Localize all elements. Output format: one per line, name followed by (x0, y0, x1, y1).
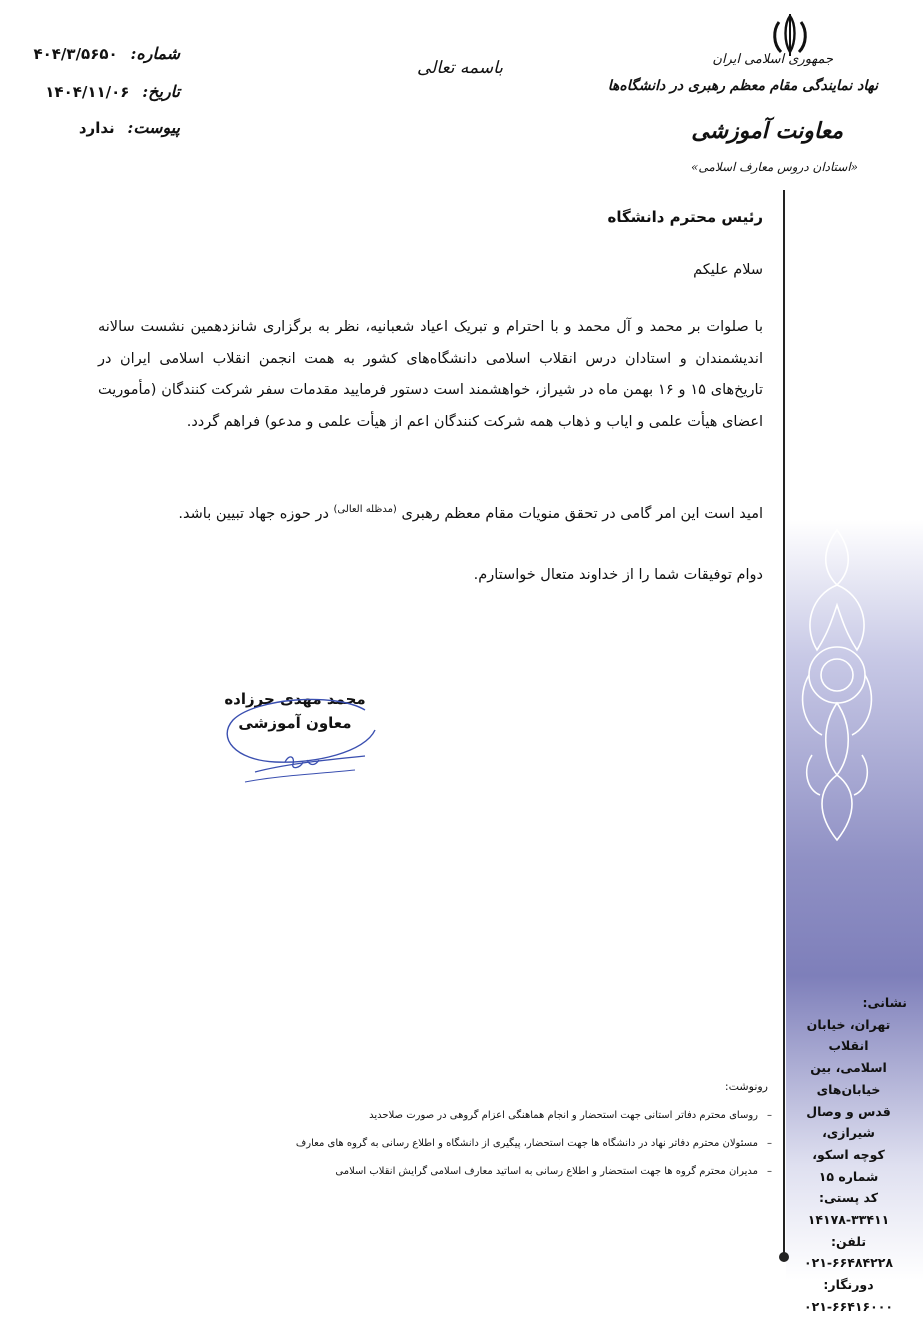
cc-dash: – (767, 1110, 772, 1121)
letter-greeting: سلام علیکم (693, 262, 763, 278)
address-label: نشانی: (862, 995, 907, 1010)
sidebar-contact (786, 992, 911, 1318)
cc-item-text: مسئولان محترم دفاتر نهاد در دانشگاه ها جهت استحضار، پیگیری از دانشگاه و اطلاع رسانی به گروه های معارف (295, 1138, 758, 1149)
paragraph-2-part-2: در حوزه جهاد تبیین باشد. (178, 505, 329, 522)
logo-country: جمهوری اسلامی ایران (712, 52, 833, 67)
fax-value: ۰۲۱-۶۶۴۱۶۰۰۰ (803, 1298, 894, 1314)
letter-salutation: رئیس محترم دانشگاه (607, 208, 763, 226)
phone-label: تلفن: (830, 1233, 867, 1249)
signer-title: معاون آموزشی (238, 714, 352, 732)
postal-code-label: کد پستی: (818, 1190, 878, 1206)
cc-item-text: روسای محترم دفاتر استانی جهت استحضار و انجام هماهنگی اعزام گروهی در صورت صلاحدید (369, 1110, 758, 1121)
address-line: قدس و وصال شیرازی، (806, 1103, 891, 1141)
cc-dash: – (767, 1138, 772, 1149)
letter-number-value: ۴۰۴/۳/۵۶۵۰ (33, 45, 118, 63)
bismillah: باسمه تعالی (417, 58, 503, 78)
cc-dash: – (767, 1166, 772, 1177)
sidebar-divider (783, 190, 785, 1260)
fax-label: دورنگار: (823, 1277, 874, 1293)
cc-item-text: مدیران محترم گروه ها جهت استحضار و اطلاع رسانی به اساتید معارف اسلامی گرایش انقلاب اسلامی (335, 1166, 758, 1177)
letter-date-value: ۱۴۰۴/۱۱/۰۶ (45, 83, 130, 101)
letter-attachment-label: پیوست: (127, 118, 180, 137)
paragraph-2-honorific: (مدظله العالی) (333, 504, 397, 515)
cc-item (295, 1138, 772, 1149)
cc-item (369, 1110, 772, 1121)
handwritten-signature (215, 690, 385, 785)
logo-department: معاونت آموزشی (691, 118, 843, 144)
floral-ornament-icon (792, 525, 882, 845)
letter-attachment-value: ندارد (78, 119, 115, 137)
postal-code-value: ۱۴۱۷۸-۳۳۴۱۱ (807, 1212, 890, 1228)
letter-paragraph-3: دوام توفیقات شما را از خداوند متعال خواستارم. (473, 567, 763, 583)
letter-date (40, 82, 180, 101)
phone-value: ۰۲۱-۶۶۴۸۴۲۲۸ (803, 1255, 894, 1271)
cc-item (335, 1166, 772, 1177)
letter-attachment (40, 118, 180, 137)
cc-label: رونوشت: (724, 1080, 768, 1093)
address-line: شماره ۱۵ (818, 1168, 879, 1184)
signer-name: محمد مهدی حرزاده (224, 690, 366, 708)
letter-date-label: تاریخ: (142, 82, 180, 101)
letter-number (33, 44, 180, 63)
letter-paragraph-2 (98, 494, 763, 530)
address-line: اسلامی، بین خیابان‌های (810, 1060, 887, 1097)
paragraph-2-part-1: امید است این امر گامی در تحقق منویات مقام معظم رهبری (401, 505, 763, 522)
logo-subtitle: «استادان دروس معارف اسلامی» (691, 160, 858, 174)
logo-organization: نهاد نمایندگی مقام معظم رهبری در دانشگاه‌ها (607, 78, 878, 94)
address-line: تهران، خیابان انقلاب (806, 1016, 891, 1054)
letter-number-label: شماره: (130, 44, 180, 63)
letter-paragraph-1: با صلوات بر محمد و آل محمد و با احترام و تبریک اعیاد شعبانیه، نظر به برگزاری شانزدهمین نشست سالانه اندیشمندان و استادان درس انقلاب اسلامی دانشگاه‌های کشور به همت انجمن انقلاب اسلامی ایران در تاریخ‌های ۱۵ و ۱۶ بهمن ماه در شیراز، خواهشمند است دستور فرمایید مقدمات سفر شرکت کنندگان (مأموریت اعضای هیأت علمی و ایاب و ذهاب همه شرکت کنندگان اعم از هیأت علمی و مدعو) فراهم گردد. (98, 319, 764, 430)
address-line: کوچه اسکو، (812, 1146, 885, 1162)
